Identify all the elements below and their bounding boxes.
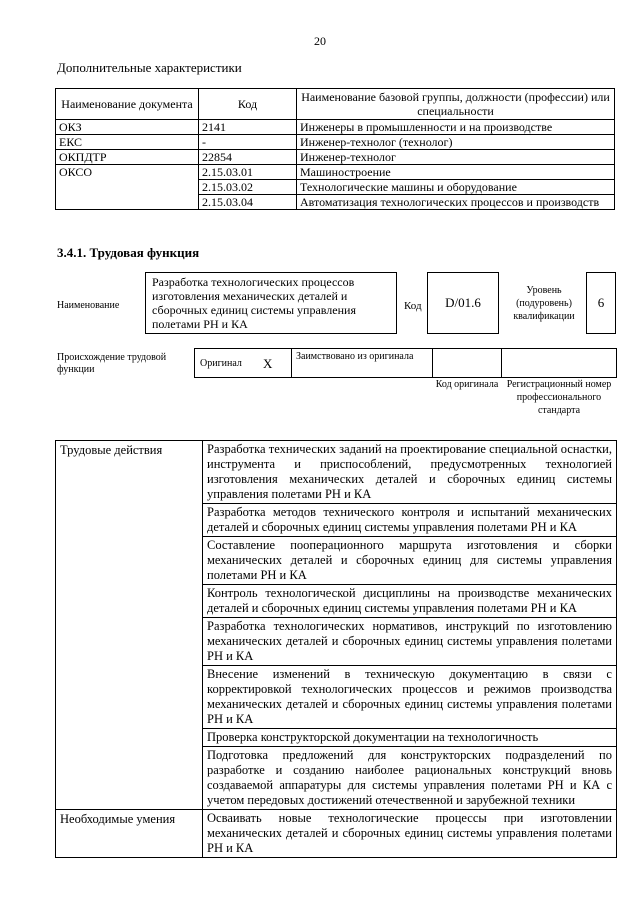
list-item: Составление пооперационного маршрута изготовления и сборки механических деталей и сборочных единиц для системы управления полетами РН и КА [203,537,616,585]
list-item: Разработка технических заданий на проектирование специальной оснастки, инструмента и приспособлений, предусмотренных технологией изготовления механических деталей и сборочных единиц системы управления полетами РН и КА [203,441,616,504]
row-code: 22854 [199,150,297,165]
level-value: 6 [586,272,616,334]
row-name: Машиностроение [297,165,615,180]
origin-label: Происхождение трудовой функции [57,352,167,375]
table-row [56,135,615,150]
row-code: 2.15.03.01 [199,165,297,180]
header-group-name: Наименование базовой группы, должности (профессии) или специальности [297,89,615,120]
table-row [56,120,615,135]
name-label: Наименование [57,300,120,311]
row-doc: ОКСО [56,165,199,210]
reg-number-box [501,348,617,378]
list-item: Контроль технологической дисциплины на производстве механических деталей и сборочных единиц системы управления полетами РН и КА [203,585,616,618]
level-label: Уровень (подуровень) квалификации [513,285,575,322]
skills-list [203,810,617,858]
function-name: Разработка технологических процессов изготовления механических деталей и сборочных единиц системы управления полетами РН и КА [145,272,397,334]
row-doc: ОКЗ [56,120,199,135]
row-doc: ОКПДТР [56,150,199,165]
actions-label: Трудовые действия [56,441,203,810]
list-item: Подготовка предложений для конструкторских подразделений по разработке и созданию наиболее рациональных конструкций вновь создаваемой аппаратуры для системы управления полетами РН и КА с учетом передовых достижений отечественной и зарубежной техники [207,748,612,807]
table-row [56,165,615,180]
original-label: Оригинал [200,358,242,369]
skills-label: Необходимые умения [56,810,203,858]
list-item: Осваивать новые технологические процессы при изготовлении механических деталей и сборочных единиц системы управления полетами РН и КА [207,811,612,855]
reg-number-caption: Регистрационный номер профессионального стандарта [506,379,612,416]
row-name: Автоматизация технологических процессов и производств [297,195,615,210]
list-item: Разработка методов технического контроля и испытаний механических деталей и сборочных единиц системы управления полетами РН и КА [203,504,616,537]
row-name: Технологические машины и оборудование [297,180,615,195]
table-row [56,150,615,165]
row-name: Инженер-технолог [297,150,615,165]
list-item: Проверка конструкторской документации на технологичность [203,729,616,747]
row-code: - [199,135,297,150]
list-item: Внесение изменений в техническую документацию в связи с корректировкой технологических процессов и режимов производства механических деталей и сборочных единиц системы управления полетами РН и КА [203,666,616,729]
actions-list [203,441,617,810]
original-cell [194,348,292,378]
classifier-table [55,88,615,210]
function-title: 3.4.1. Трудовая функция [57,245,200,260]
header-code: Код [199,89,297,120]
code-label: Код [404,300,422,312]
section-title: Дополнительные характеристики [57,60,242,75]
borrowed-cell: Заимствовано из оригинала [291,348,433,378]
code-original-caption: Код оригинала [435,379,499,390]
code-original-box [432,348,502,378]
row-doc: ЕКС [56,135,199,150]
row-code: 2141 [199,120,297,135]
table-header-row [56,89,615,120]
page-number: 20 [314,34,326,48]
function-code: D/01.6 [427,272,499,334]
list-item: Разработка технологических нормативов, инструкций по изготовлению механических деталей и сборочных единиц системы управления полетами РН и КА [203,618,616,666]
row-name: Инженеры в промышленности и на производстве [297,120,615,135]
row-code: 2.15.03.04 [199,195,297,210]
labor-table [55,440,617,858]
row-name: Инженер-технолог (технолог) [297,135,615,150]
original-mark: X [263,356,273,371]
skills-row [56,810,617,858]
row-code: 2.15.03.02 [199,180,297,195]
actions-row [56,441,617,810]
header-doc-name: Наименование документа [56,89,199,120]
